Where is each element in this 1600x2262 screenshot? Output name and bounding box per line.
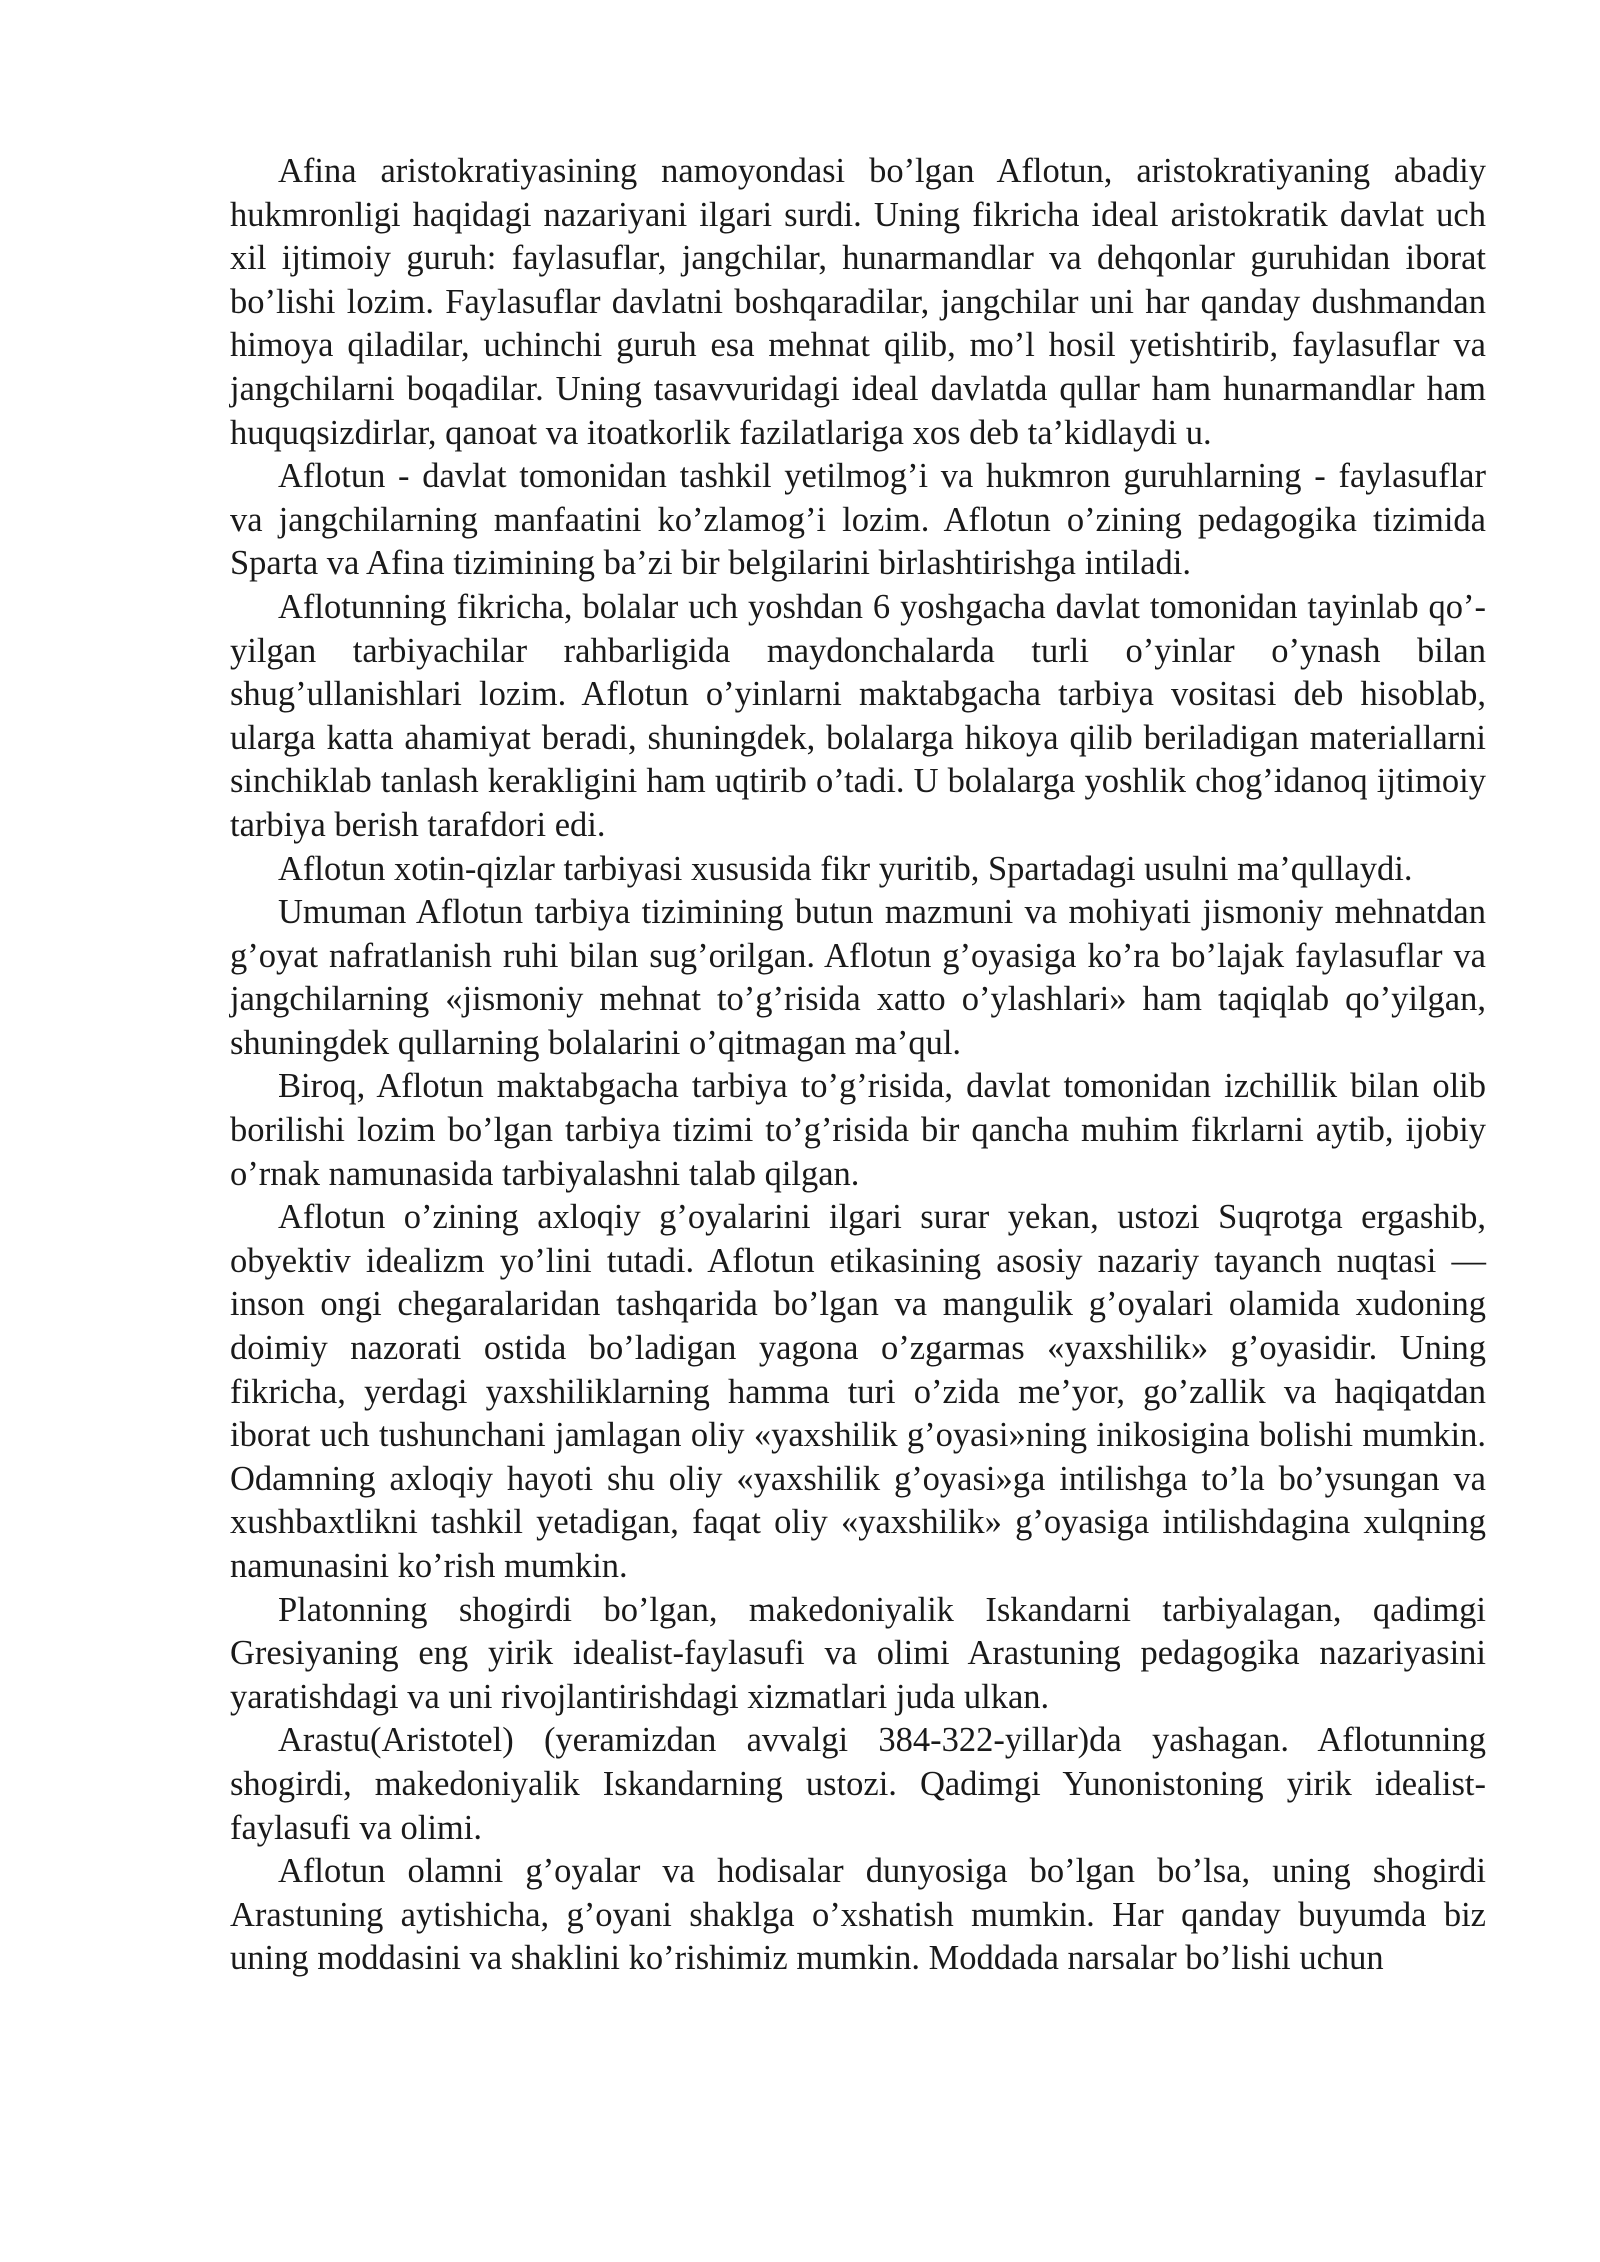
- paragraph-10: Aflotun olamni g’oyalar va hodisalar dunyosiga bo’lgan bo’lsa, uning shogirdi Arastuning aytishicha, g’oyani shaklga o’xshatish mumkin. Har qanday buyumda biz uning moddasini va shaklini ko’rishimiz mumkin. Moddada narsalar bo’lishi uchun: [230, 1852, 1486, 1978]
- paragraph-1: Afina aristokratiyasining namoyondasi bo’lgan Aflotun, aristokratiyaning abadiy hukmronligi haqidagi nazariyani ilgari surdi. Uning fikricha ideal aristokratik davlat uch xil ijtimoiy guruh: faylasuflar, jangchilar, hunarmandlar va dehqonlar guruhidan iborat bo’lishi lozim. Faylasuflar davlatni boshqaradilar, jangchilar uni har qanday dushmandan himoya qiladilar, uchinchi guruh esa mehnat qilib, mo’l hosil yetishtirib, faylasuflar va jangchilarni boqadilar. Uning tasavvuridagi ideal davlatda qullar ham hunarmandlar ham huquqsizdirlar, qanoat va itoatkorlik fazilatlariga xos deb ta’kidlaydi u.: [230, 152, 1486, 452]
- document-page: [230, 150, 1486, 1981]
- paragraph-3: Aflotunning fikricha, bolalar uch yoshdan 6 yoshgacha davlat tomonidan tayinlab qo’-yilgan tarbiyachilar rahbarligida maydonchalarda turli o’yinlar o’ynash bilan shug’ullanishlari lozim. Aflotun o’yinlarni maktabgacha tarbiya vositasi deb hisoblab, ularga katta ahamiyat beradi, shuningdek, bolalarga hikoya qilib beriladigan materiallarni sinchiklab tanlash kerakligini ham uqtirib o’tadi. U bolalarga yoshlik chog’idanoq ijtimoiy tarbiya berish tarafdori edi.: [230, 587, 1486, 844]
- paragraph-7: Aflotun o’zining axloqiy g’oyalarini ilgari surar yekan, ustozi Suqrotga ergashib, obyektiv idealizm yo’lini tutadi. Aflotun etikasining asosiy nazariy tayanch nuqtasi — inson ongi chegaralaridan tashqarida bo’lgan va mangulik g’oyalari olamida xudoning doimiy nazorati ostida bo’ladigan yagona o’zgarmas «yaxshilik» g’oyasidir. Uning fikricha, yerdagi yaxshiliklarning hamma turi o’zida me’yor, go’zallik va haqiqatdan iborat uch tushunchani jamlagan oliy «yaxshilik g’oyasi»ning inikosigina bolishi mumkin. Odamning axloqiy hayoti shu oliy «yaxshilik g’oyasi»ga intilishga to’la bo’ysungan va xushbaxtlikni tashkil yetadigan, faqat oliy «yaxshilik» g’oyasiga intilishdagina xulqning namunasini ko’rish mumkin.: [230, 1198, 1486, 1585]
- paragraph-8: Platonning shogirdi bo’lgan, makedoniyalik Iskandarni tarbiyalagan, qadimgi Gresiyaning eng yirik idealist-faylasufi va olimi Arastuning pedagogika nazariyasini yaratishdagi va uni rivojlantirishdagi xizmatlari juda ulkan.: [230, 1590, 1486, 1716]
- paragraph-5: Umuman Aflotun tarbiya tizimining butun mazmuni va mohiyati jismoniy mehnatdan g’oyat nafratlanish ruhi bilan sug’orilgan. Aflotun g’oyasiga ko’ra bo’lajak faylasuflar va jangchilarning «jismoniy mehnat to’g’risida xatto o’ylashlari» ham taqiqlab qo’yilgan, shuningdek qullarning bolalarini o’qitmagan ma’qul.: [230, 893, 1486, 1062]
- paragraph-6: Biroq, Aflotun maktabgacha tarbiya to’g’risida, davlat tomonidan izchillik bilan olib borilishi lozim bo’lgan tarbiya tizimi to’g’risida bir qancha muhim fikrlarni aytib, ijobiy o’rnak namunasida tarbiyalashni talab qilgan.: [230, 1067, 1486, 1193]
- paragraph-9: Arastu(Aristotel) (yeramizdan avvalgi 384-322-yillar)da yashagan. Aflotunning shogirdi, makedoniyalik Iskandarning ustozi. Qadimgi Yunonistoning yirik idealist-faylasufi va olimi.: [230, 1721, 1486, 1847]
- paragraph-2: Aflotun - davlat tomonidan tashkil yetilmog’i va hukmron guruhlarning - faylasuflar va jangchilarning manfaatini ko’zlamog’i lozim. Aflotun o’zining pedagogika tizimida Sparta va Afina tizimining ba’zi bir belgilarini birlashtirishga intiladi.: [230, 457, 1486, 583]
- paragraph-4: Aflotun xotin-qizlar tarbiyasi xususida fikr yuritib, Spartadagi usulni ma’qullaydi.: [278, 849, 1413, 888]
